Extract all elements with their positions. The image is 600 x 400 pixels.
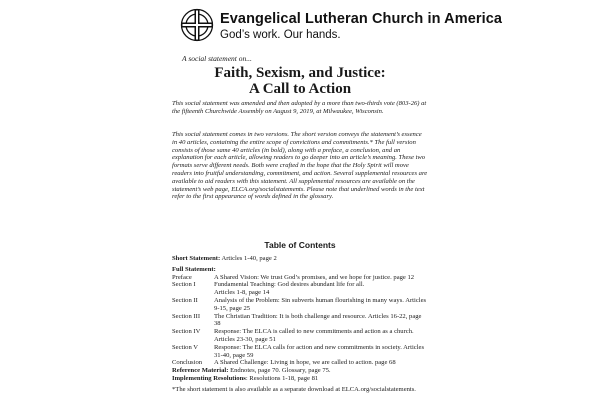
toc-entry-text: Fundamental Teaching: God desires abundant life for all. bbox=[214, 281, 365, 289]
short-statement-label: Short Statement: bbox=[172, 255, 221, 262]
toc-entry-label: Section III bbox=[172, 312, 201, 320]
versions-paragraph: This social statement comes in two versions. The short version conveys the statement’s essence in 40 articles, containing the entire scope of convictions and commitments.* The full version consists of those same 40 articles (in bold), along with a preface, a conclusion, and an explanation for each article, allowing readers to go deeper into an article’s meaning. These two formats serve different needs. Both were crafted in the hope that the Holy Spirit will move readers into fruitful understanding, commitment, and action. Several supplemental resources are available to aid readers with this statement. All supplemental resources are available on the statement’s web page, ELCA.org/socialstatements. Please note that underlined words in the text refer to the first appearance of words defined in the glossary. bbox=[172, 131, 428, 201]
short-statement-text: Articles 1-40, page 2 bbox=[220, 255, 277, 262]
toc-entry-label: Preface bbox=[172, 273, 192, 281]
toc-entry-text: The Christian Tradition: It is both challenge and resource. Articles 16-22, page 38 bbox=[214, 312, 422, 328]
toc-entry-label bbox=[172, 289, 214, 297]
toc-entry bbox=[172, 328, 428, 344]
toc-entry bbox=[172, 344, 428, 360]
short-statement-line bbox=[172, 255, 428, 263]
toc-entry-label: Section I bbox=[172, 281, 196, 289]
page-title bbox=[185, 65, 415, 97]
reference-material-line bbox=[172, 367, 428, 375]
toc-entry-text: A Shared Vision: We trust God’s promises, and we hope for justice. page 12 bbox=[214, 273, 415, 281]
table-of-contents bbox=[172, 255, 428, 394]
adoption-paragraph: This social statement was amended and then adopted by a more than two-thirds vote (803-26) at the fifteenth Churchwide Assembly on August 9, 2019, at Milwaukee, Wisconsin. bbox=[172, 100, 427, 115]
toc-entry bbox=[172, 281, 428, 289]
footnote: *The short statement is also available as a separate download at ELCA.org/socialstatements. bbox=[172, 385, 416, 393]
tagline: God’s work. Our hands. bbox=[220, 29, 341, 41]
org-name: Evangelical Lutheran Church in America bbox=[220, 11, 503, 27]
full-statement-label: Full Statement: bbox=[172, 265, 216, 273]
toc-entry-label: Section II bbox=[172, 296, 198, 304]
toc-entry-text: Response: The ELCA is called to new commitments and action as a church. Articles 23-30, page 51 bbox=[214, 328, 414, 343]
toc-entry bbox=[172, 297, 428, 313]
toc-entry-text: Articles 1-8, page 14 bbox=[214, 289, 270, 297]
intro-text: A social statement on... bbox=[182, 54, 252, 63]
toc-entry-text: Analysis of the Problem: Sin subverts human flourishing in many ways. Articles 9-15, page 25 bbox=[214, 296, 427, 312]
title-line-1: Faith, Sexism, and Justice: bbox=[214, 65, 386, 81]
title-line-2: A Call to Action bbox=[248, 81, 352, 97]
toc-entry bbox=[172, 359, 428, 367]
reference-material-text: Endnotes, page 70. Glossary, page 75. bbox=[228, 367, 331, 375]
implementing-resolutions-line bbox=[172, 375, 428, 383]
implementing-resolutions-text: : Resolutions 1-18, page 81 bbox=[245, 374, 319, 382]
toc-entry-text: Response: The ELCA calls for action and new commitments in society. Articles 31-40, page 59 bbox=[214, 343, 425, 359]
reference-material-label: Reference Material: bbox=[172, 367, 229, 375]
toc-entry bbox=[172, 274, 428, 282]
elca-cross-logo-icon bbox=[180, 8, 214, 42]
implementing-resolutions-label: Implementing Resolutions bbox=[172, 374, 246, 382]
toc-entry bbox=[172, 289, 428, 297]
toc-entry-label: Section IV bbox=[172, 328, 201, 336]
toc-title: Table of Contents bbox=[264, 240, 336, 250]
toc-entry bbox=[172, 313, 428, 329]
toc-entry-label: Section V bbox=[172, 343, 199, 351]
toc-entry-text: A Shared Challenge: Living in hope, we are called to action. page 68 bbox=[214, 359, 396, 367]
header bbox=[180, 8, 503, 44]
toc-entry-label: Conclusion bbox=[172, 359, 203, 367]
